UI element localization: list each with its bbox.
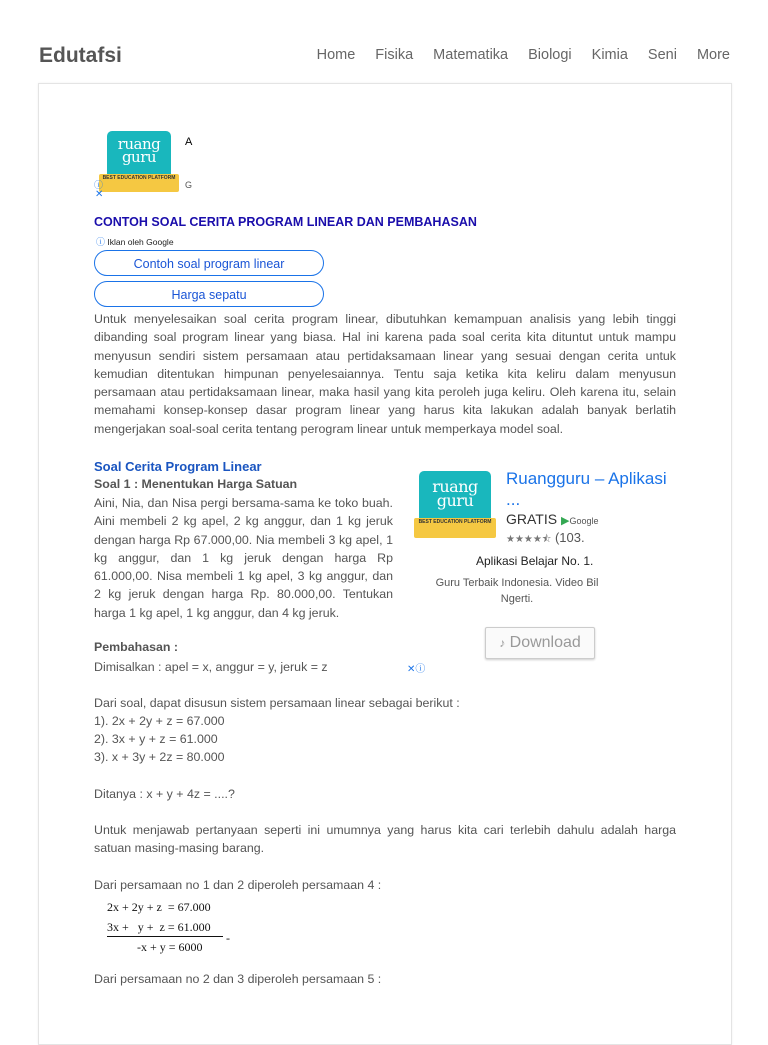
ad-close-icon[interactable]: ✕ xyxy=(95,189,104,200)
main-nav xyxy=(317,47,730,63)
store-label: Google xyxy=(569,516,599,526)
elim-result: -x + y = 6000 xyxy=(137,940,203,954)
ad-keyword-button-1[interactable]: Contoh soal program linear xyxy=(94,250,324,276)
dimisalkan-text: Dimisalkan : apel = x, anggur = y, jeruk = z xyxy=(94,660,328,674)
side-ad-close-info-icon[interactable]: ✕ⓘ xyxy=(407,664,426,675)
soal1-title: Soal 1 : Menentukan Harga Satuan xyxy=(94,477,298,491)
intro-paragraph: Untuk menyelesaikan soal cerita program linear, dibutuhkan kemampuan analisis yang lebih tinggi dibanding soal program linear yang biasa. Hal ini karena pada soal cerita kita dituntut untuk mampu menyusun sendiri sistem persamaan atau pertidaksamaan linear yang sesuai dengan cerita untuk kemudian ditentukan himpunan penyelesaiannya. Tentu saja ketika kita keliru dalam menyusun persamaan atau pertidaksamaan linear, maka hasil yang kita peroleh juga keliru. Oleh karena itu, selain memahami konsep-konsep dasar program linear yang harus kita lakukan adalah banyak berlatih mengerjakan soal-soal cerita tentang perogram linear untuk memperkaya model soal. xyxy=(94,312,676,436)
ads-by-google[interactable] xyxy=(96,235,174,248)
side-ad-rating xyxy=(506,530,608,549)
ruangguru-logo[interactable] xyxy=(107,131,171,179)
nav-matematika[interactable]: Matematika xyxy=(433,47,509,63)
section-title: Soal Cerita Program Linear xyxy=(94,459,262,474)
download-label: Download xyxy=(509,634,581,651)
nav-biologi[interactable]: Biologi xyxy=(528,47,572,63)
nav-home[interactable]: Home xyxy=(316,47,356,63)
star-rating-icon: ★★★★⯪ xyxy=(506,534,552,545)
side-logo-text-ruang: ruang xyxy=(432,477,478,496)
google-play-icon: ▶ xyxy=(560,515,570,527)
equation-2: 2). 3x + y + z = 61.000 xyxy=(94,732,218,746)
nav-more[interactable]: More xyxy=(696,47,730,63)
ad-headline-link[interactable]: CONTOH SOAL CERITA PROGRAM LINEAR DAN PEMBAHASAN xyxy=(94,215,477,229)
side-logo-text-guru: guru xyxy=(436,491,474,510)
logo-text-ruang: ruang xyxy=(117,135,161,153)
elim-minus: - xyxy=(226,931,230,945)
ad-side-letter-a: A xyxy=(185,136,193,148)
ad-info-icon[interactable]: ⓘ xyxy=(94,180,104,190)
logo-text-guru: guru xyxy=(121,148,157,166)
dari-soal-text: Dari soal, dapat disusun sistem persamaan linear sebagai berikut : xyxy=(94,696,460,710)
download-icon: ♪ xyxy=(499,636,506,650)
equation-1: 1). 2x + 2y + z = 67.000 xyxy=(94,714,225,728)
elim-divider xyxy=(107,936,223,937)
persamaan4-intro: Dari persamaan no 1 dan 2 diperoleh persamaan 4 : xyxy=(94,878,382,892)
article-card xyxy=(38,83,732,1045)
ad-side-letter-g: G xyxy=(185,180,193,190)
side-ad-download-button[interactable] xyxy=(485,627,595,659)
side-ad-price-row xyxy=(506,511,598,527)
side-ad-logo[interactable] xyxy=(419,471,491,525)
persamaan5-intro: Dari persamaan no 2 dan 3 diperoleh persamaan 5 : xyxy=(94,972,382,986)
untuk-menjawab-text: Untuk menjawab pertanyaan seperti ini umumnya yang harus kita cari terlebih dahulu adalah harga satuan masing-masing barang. xyxy=(94,823,676,856)
nav-kimia[interactable]: Kimia xyxy=(591,47,628,63)
soal1-text: Aini, Nia, dan Nisa pergi bersama-sama ke toko buah. Aini membeli 2 kg apel, 2 kg anggur, dan 1 kg jeruk dengan harga Rp 67.000,00. Nia membeli 3 kg apel, 1 kg anggur, dan 1 kg jeruk dengan harga Rp 61.000,00. Nisa membeli 1 kg apel, 3 kg anggur, dan 2 kg jeruk dengan harga Rp. 80.000,00. Tentukan harga 1 kg apel, 1 kg anggur, dan 4 kg jeruk. xyxy=(94,496,393,620)
side-ad-description: Guru Terbaik Indonesia. Video Bil Ngerti. xyxy=(435,577,599,605)
price-label: GRATIS xyxy=(506,511,558,527)
nav-fisika[interactable]: Fisika xyxy=(375,47,414,63)
logo-ribbon: BEST EDUCATION PLATFORM xyxy=(99,174,179,192)
side-ad-tagline: Aplikasi Belajar No. 1. xyxy=(476,554,594,568)
ad-keyword-button-2[interactable]: Harga sepatu xyxy=(94,281,324,307)
rating-count: (103. xyxy=(554,530,585,545)
site-header xyxy=(0,0,768,84)
elim-line-1: 2x + 2y + z = 67.000 xyxy=(107,900,211,914)
ads-by-label: Iklan oleh Google xyxy=(107,237,174,247)
elim-line-2: 3x + y + z = 61.000 xyxy=(107,920,211,934)
pembahasan-label: Pembahasan : xyxy=(94,640,179,654)
side-ad-title-link[interactable]: Ruangguru – Aplikasi ... xyxy=(506,469,667,508)
equation-3: 3). x + 3y + 2z = 80.000 xyxy=(94,750,225,764)
site-title[interactable]: Edutafsi xyxy=(39,44,122,67)
side-logo-ribbon: BEST EDUCATION PLATFORM xyxy=(414,518,496,538)
nav-seni[interactable]: Seni xyxy=(647,47,677,63)
ditanya-text: Ditanya : x + y + 4z = ....? xyxy=(94,787,235,801)
elimination-figure xyxy=(107,898,231,956)
ads-info-icon: ⓘ xyxy=(96,237,106,247)
